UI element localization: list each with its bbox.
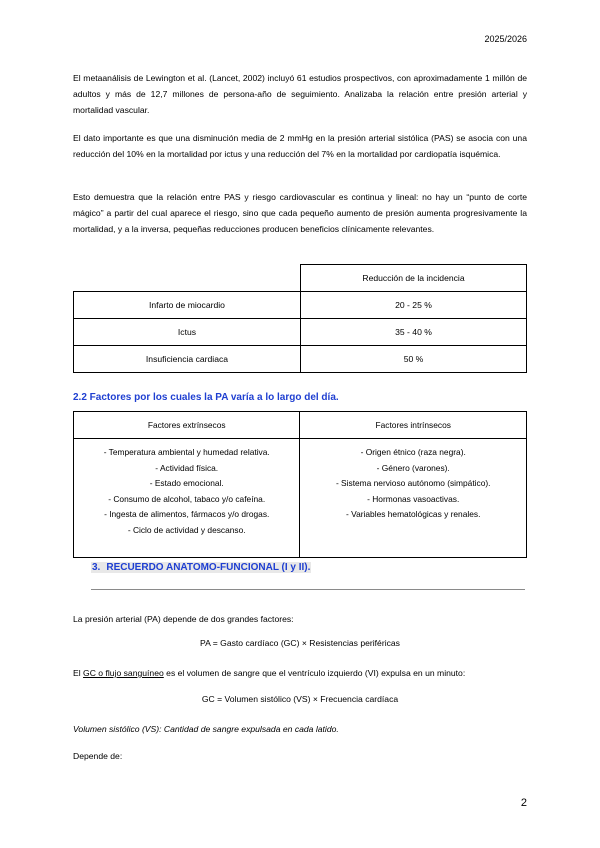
depende-label: Depende de: — [73, 751, 123, 761]
pa-intro: La presión arterial (PA) depende de dos grandes factores: — [73, 614, 294, 624]
header-year: 2025/2026 — [484, 34, 527, 44]
row-value: 20 - 25 % — [301, 292, 527, 319]
gc-post: es el volumen de sangre que el ventrículo izquierdo (VI) expulsa en un minuto: — [163, 668, 466, 678]
extrinsic-list — [74, 439, 300, 558]
section-2-2-title: 2.2 Factores por los cuales la PA varía a lo largo del día. — [73, 392, 339, 403]
intrinsic-header: Factores intrínsecos — [300, 412, 527, 439]
gc-pre: El — [73, 668, 84, 678]
list-item: - Ciclo de actividad y descanso. — [127, 524, 246, 535]
section-3-number: 3. — [92, 562, 101, 573]
table-cell-blank — [74, 265, 301, 292]
intrinsic-list — [300, 439, 527, 558]
section-3-text: RECUERDO ANATOMO-FUNCIONAL (I y II). — [106, 562, 311, 573]
list-item: - Variables hematológicas y renales. — [346, 509, 481, 520]
list-item: - Temperatura ambiental y humedad relativa. — [103, 447, 270, 457]
row-label: Insuficiencia cardiaca — [74, 346, 301, 373]
row-label: Infarto de miocardio — [74, 292, 301, 319]
list-item: - Origen étnico (raza negra). — [360, 447, 466, 457]
table-row — [74, 292, 527, 319]
paragraph-dato-importante: El dato importante es que una disminución media de 2 mmHg en la presión arterial sistólica (PAS) se asocia con una reducción del 10% en la mortalidad por ictus y una reducción del 7% en la mortalidad por cardiopatía isquémica. — [73, 133, 527, 159]
incidence-table — [73, 264, 527, 373]
gc-definition — [73, 665, 527, 681]
paragraph-metaanalisis: El metaanálisis de Lewington et al. (Lancet, 2002) incluyó 61 estudios prospectivos, con aproximadamente 1 millón de adultos y más de 12,7 millones de persona-año de seguimiento. Analizaba la relación entre presión arterial y mortalidad vascular. — [73, 73, 527, 115]
paragraph-relacion-lineal: Esto demuestra que la relación entre PAS y riesgo cardiovascular es continua y lineal: no hay un “punto de corte mágico” a partir del cual aparece el riesgo, sino que cada pequeño aumento de presión aumenta progresivamente la mortalidad, y a la inversa, pequeñas reducciones producen beneficios clínicamente relevantes. — [73, 192, 527, 234]
extrinsic-header: Factores extrínsecos — [74, 412, 300, 439]
factors-table — [73, 411, 527, 558]
list-item: - Estado emocional. — [149, 478, 224, 489]
list-item: - Actividad física. — [155, 462, 219, 473]
row-value: 35 - 40 % — [301, 319, 527, 346]
table-row — [74, 439, 527, 558]
list-item: - Género (varones). — [376, 462, 450, 473]
row-value: 50 % — [301, 346, 527, 373]
list-item: - Consumo de alcohol, tabaco y/o cafeína. — [108, 493, 266, 504]
list-item: - Hormonas vasoactivas. — [367, 493, 460, 504]
vs-definition: Volumen sistólico (VS): Cantidad de sangre expulsada en cada latido. — [73, 724, 339, 734]
table-row — [74, 346, 527, 373]
row-label: Ictus — [74, 319, 301, 346]
table-row — [74, 412, 527, 439]
section-3-title — [91, 562, 311, 573]
table-row — [74, 265, 527, 292]
gc-formula: GC = Volumen sistólico (VS) × Frecuencia cardíaca — [201, 694, 399, 704]
divider — [91, 589, 525, 590]
gc-term: GC o flujo sanguíneo — [83, 668, 164, 678]
table-row — [74, 319, 527, 346]
page-number: 2 — [520, 797, 527, 809]
incidence-header: Reducción de la incidencia — [301, 265, 527, 292]
list-item: - Ingesta de alimentos, fármacos y/o drogas. — [104, 509, 270, 520]
pa-formula: PA = Gasto cardíaco (GC) × Resistencias periféricas — [200, 638, 400, 648]
list-item: - Sistema nervioso autónomo (simpático). — [335, 478, 491, 489]
